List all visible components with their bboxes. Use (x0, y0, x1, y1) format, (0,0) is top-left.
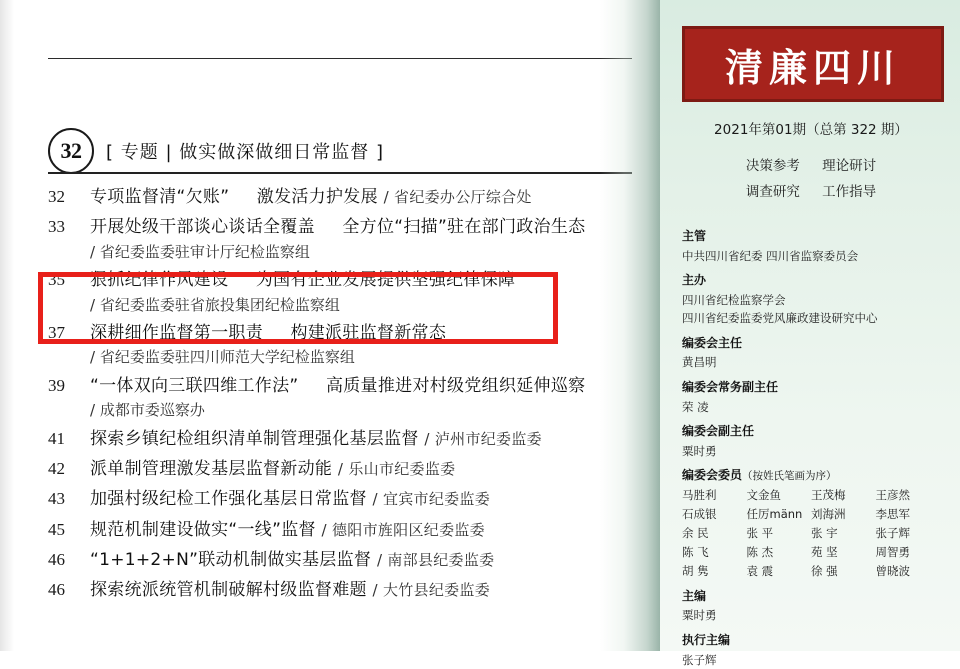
list-item[interactable] (48, 424, 648, 454)
list-item[interactable] (48, 371, 648, 424)
list-item-highlighted[interactable] (48, 265, 648, 318)
entry-page-number: 35 (48, 270, 65, 290)
colophon-label-board-chair: 编委会主任 (682, 336, 743, 351)
table-row (682, 524, 940, 543)
colophon-value-editor-in-chief: 粟时勇 (682, 608, 717, 623)
entry-page-number: 32 (48, 187, 65, 206)
member-name: 任厉männ (746, 506, 803, 521)
entry-title: 探索乡镇纪检组织清单制管理强化基层监督 (90, 428, 419, 449)
member-name: 文金鱼 (746, 487, 781, 502)
member-name: 余 民 (682, 525, 709, 540)
member-name: 王茂梅 (811, 487, 846, 502)
masthead-logo (682, 26, 944, 102)
colophon-value-organizer-2: 四川省纪委监委党风廉政建设研究中心 (682, 311, 878, 326)
list-item[interactable] (48, 545, 648, 575)
entry-byline: / 大竹县纪委监委 (372, 581, 491, 600)
entry-page-number: 37 (48, 323, 65, 343)
colophon-value-executive-editor: 张子辉 (682, 652, 717, 667)
entry-page-number: 46 (48, 550, 65, 570)
list-item[interactable] (48, 575, 648, 605)
colophon-column (660, 0, 960, 667)
member-name: 马胜利 (682, 487, 717, 502)
top-rule (48, 58, 632, 59)
section-number: 32 (48, 128, 94, 174)
member-name: 周智勇 (875, 544, 910, 559)
member-name: 苑 坚 (811, 544, 838, 559)
colophon-value-supervisor: 中共四川省纪委 四川省监察委员会 (682, 248, 859, 263)
masthead-title: 清廉四川 (724, 45, 901, 90)
nav-item-work-guidance[interactable]: 工作指导 (822, 183, 877, 200)
nav-links (682, 154, 940, 205)
entry-page-number: 39 (48, 375, 65, 395)
member-name: 徐 强 (811, 563, 838, 578)
entry-page-number: 45 (48, 519, 65, 539)
list-item[interactable] (48, 318, 648, 371)
entry-title-2: 全方位“扫描”驻在部门政治生态 (342, 217, 586, 238)
entry-page-number: 33 (48, 217, 65, 237)
entry-byline: / 省纪委办公厅综合处 (383, 188, 532, 206)
colophon-label-board-members (682, 466, 940, 485)
colophon-value-board-chair: 黄昌明 (682, 355, 717, 370)
entry-byline: / 宜宾市纪委监委 (372, 490, 491, 509)
list-item[interactable] (48, 484, 648, 514)
entry-byline: / 省纪委监委驻省旅投集团纪检监察组 (90, 295, 340, 314)
table-row (682, 562, 940, 581)
entry-title: 深耕细作监督第一职责 (90, 323, 263, 344)
member-name: 张子辉 (875, 525, 910, 540)
colophon-label-executive-editor: 执行主编 (682, 633, 731, 648)
entry-byline: / 泸州市纪委监委 (424, 429, 542, 448)
entry-byline: / 成都市委巡察办 (90, 401, 205, 420)
entry-title: 开展处级干部谈心谈话全覆盖 (90, 217, 315, 238)
colophon-label-supervisor: 主管 (682, 229, 707, 244)
nav-row-2 (682, 180, 940, 206)
colophon-label-organizer: 主办 (682, 273, 707, 288)
colophon-board-members-text: 编委会委员 (682, 468, 743, 483)
list-item[interactable] (48, 182, 648, 212)
table-row (682, 486, 940, 505)
entry-title-2: 激发活力护发展 (256, 187, 378, 207)
entry-title-2: 为国有企业发展提供坚强纪律保障 (255, 270, 516, 291)
entry-title: 派单制管理激发基层监督新动能 (90, 459, 333, 480)
entry-page-number: 41 (48, 428, 65, 448)
page-gutter (600, 0, 660, 651)
entry-title: 狠抓纪律作风建设 (90, 270, 229, 291)
colophon-label-editor-in-chief: 主编 (682, 589, 707, 604)
entry-byline: / 南部县纪委监委 (376, 551, 495, 570)
member-name: 刘海洲 (811, 506, 846, 521)
member-name: 王彦然 (875, 487, 910, 502)
entry-byline: / 省纪委监委驻四川师范大学纪检监察组 (90, 348, 355, 367)
entry-title-2: 构建派驻监督新常态 (290, 323, 447, 344)
colophon-block (682, 227, 940, 669)
nav-row-1 (682, 154, 940, 180)
board-members-grid (682, 486, 940, 581)
entry-page-number: 46 (48, 580, 65, 600)
entry-title: 专项监督清“欠账” (90, 187, 230, 207)
colophon-value-organizer-1: 四川省纪检监察学会 (682, 292, 786, 307)
member-name: 陈 飞 (682, 544, 709, 559)
nav-item-investigation-research[interactable]: 调查研究 (745, 183, 800, 200)
section-header (48, 128, 384, 174)
member-name: 张 平 (746, 525, 774, 540)
entry-page-number: 43 (48, 489, 65, 509)
entry-title: 加强村级纪检工作强化基层日常监督 (90, 489, 367, 510)
entry-page-number: 42 (48, 459, 65, 479)
table-row (682, 505, 940, 524)
list-item[interactable] (48, 454, 648, 484)
entry-title: “一体双向三联四维工作法” (90, 375, 299, 396)
nav-item-theory-discussion[interactable]: 理论研讨 (822, 158, 877, 174)
member-name: 曾晓波 (875, 563, 910, 578)
member-name: 袁 震 (746, 563, 774, 578)
member-name: 石成银 (682, 506, 717, 521)
member-name: 李思军 (875, 506, 910, 521)
member-name: 胡 隽 (682, 563, 709, 578)
colophon-board-members-note: （按姓氏笔画为序） (742, 470, 837, 483)
colophon-value-exec-deputy-chair: 荣 凌 (682, 399, 709, 414)
entry-title: “1+1+2+N”联动机制做实基层监督 (90, 550, 372, 571)
list-item[interactable] (48, 515, 648, 545)
entry-title: 规范机制建设做实“一线”监督 (90, 519, 316, 540)
colophon-value-deputy-chair: 粟时勇 (682, 443, 717, 458)
entry-byline: / 乐山市纪委监委 (337, 460, 456, 479)
member-name: 陈 杰 (746, 544, 774, 559)
member-name: 张 宇 (811, 525, 838, 540)
nav-item-decision-reference[interactable]: 决策参考 (745, 158, 800, 174)
colophon-label-exec-deputy-chair: 编委会常务副主任 (682, 380, 779, 395)
toc-entries (48, 182, 648, 606)
colophon-label-deputy-chair: 编委会副主任 (682, 424, 755, 439)
entry-title-2: 高质量推进对村级党组织延伸巡察 (325, 375, 586, 396)
list-item[interactable] (48, 212, 648, 265)
entry-byline: / 德阳市旌阳区纪委监委 (321, 520, 485, 539)
section-title: [ 专题 | 做实做深做细日常监督 ] (106, 142, 384, 163)
header-rule (48, 172, 632, 174)
issue-line: 2021年第01期（总第 322 期） (714, 122, 908, 138)
table-row (682, 543, 940, 562)
entry-byline: / 省纪委监委驻审计厅纪检监察组 (90, 242, 310, 261)
entry-title: 探索统派统管机制破解村级监督难题 (90, 580, 367, 601)
